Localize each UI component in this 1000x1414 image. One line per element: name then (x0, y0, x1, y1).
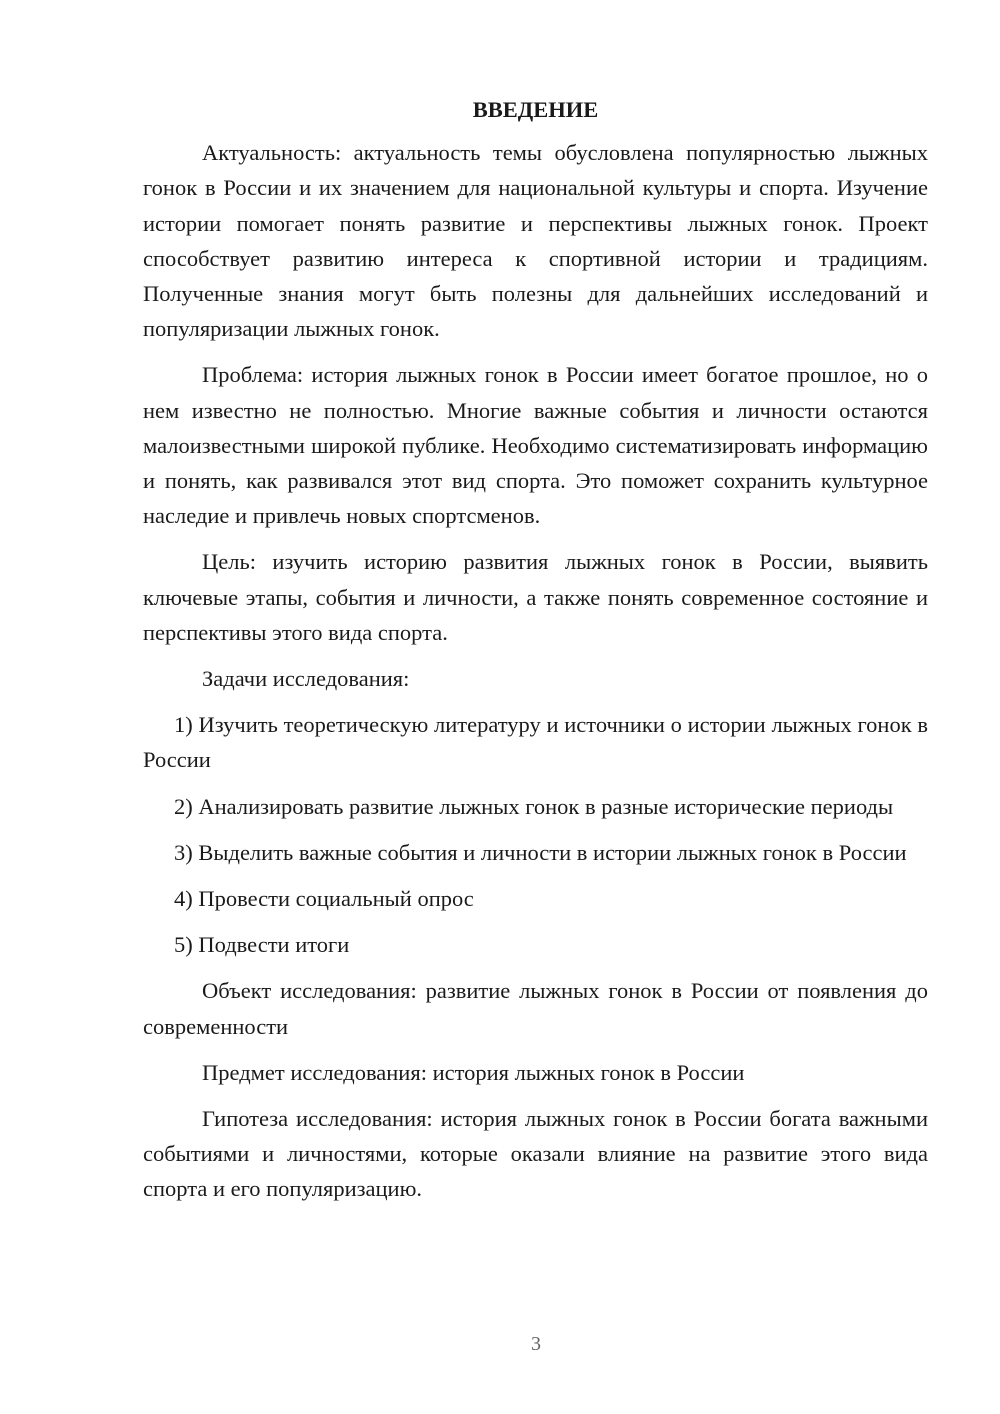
task-item: 3) Выделить важные события и личности в истории лыжных гонок в России (174, 839, 907, 865)
section-title: ВВЕДЕНИЕ (472, 97, 599, 122)
task-item: 5) Подвести итоги (174, 932, 350, 958)
problem-paragraph: Проблема: история лыжных гонок в России имеет богатое прошлое, но о нем известно не полностью. Многие важные события и личности остаются малоизвестными широкой публике. Необходимо систематизировать информацию и понять, как развивался этот вид спорта. Это поможет сохранить культурное наследие и привлечь новых спортсменов. (143, 362, 928, 529)
task-item: 2) Анализировать развитие лыжных гонок в разные исторические периоды (174, 793, 894, 819)
page-content (143, 92, 928, 1218)
object-paragraph: Объект исследования: развитие лыжных гонок в России от появления до современности (143, 978, 928, 1039)
task-item: 1) Изучить теоретическую литературу и источники о истории лыжных гонок в России (143, 712, 928, 773)
task-item: 4) Провести социальный опрос (174, 886, 474, 912)
tasks-heading: Задачи исследования: (202, 666, 410, 692)
relevance-paragraph: Актуальность: актуальность темы обусловлена популярностью лыжных гонок в России и их значением для национальной культуры и спорта. Изучение истории помогает понять развитие и перспективы лыжных гонок. Проект способствует развитию интереса к спортивной истории и традициям. Полученные знания могут быть полезны для дальнейших исследований и популяризации лыжных гонок. (143, 140, 928, 342)
goal-paragraph: Цель: изучить историю развития лыжных гонок в России, выявить ключевые этапы, события и личности, а также понять современное состояние и перспективы этого вида спорта. (143, 549, 928, 645)
subject-paragraph: Предмет исследования: история лыжных гонок в России (202, 1059, 745, 1085)
page-number: 3 (531, 1333, 541, 1355)
hypothesis-paragraph: Гипотеза исследования: история лыжных гонок в России богата важными событиями и личностями, которые оказали влияние на развитие этого вида спорта и его популяризацию. (143, 1106, 928, 1202)
